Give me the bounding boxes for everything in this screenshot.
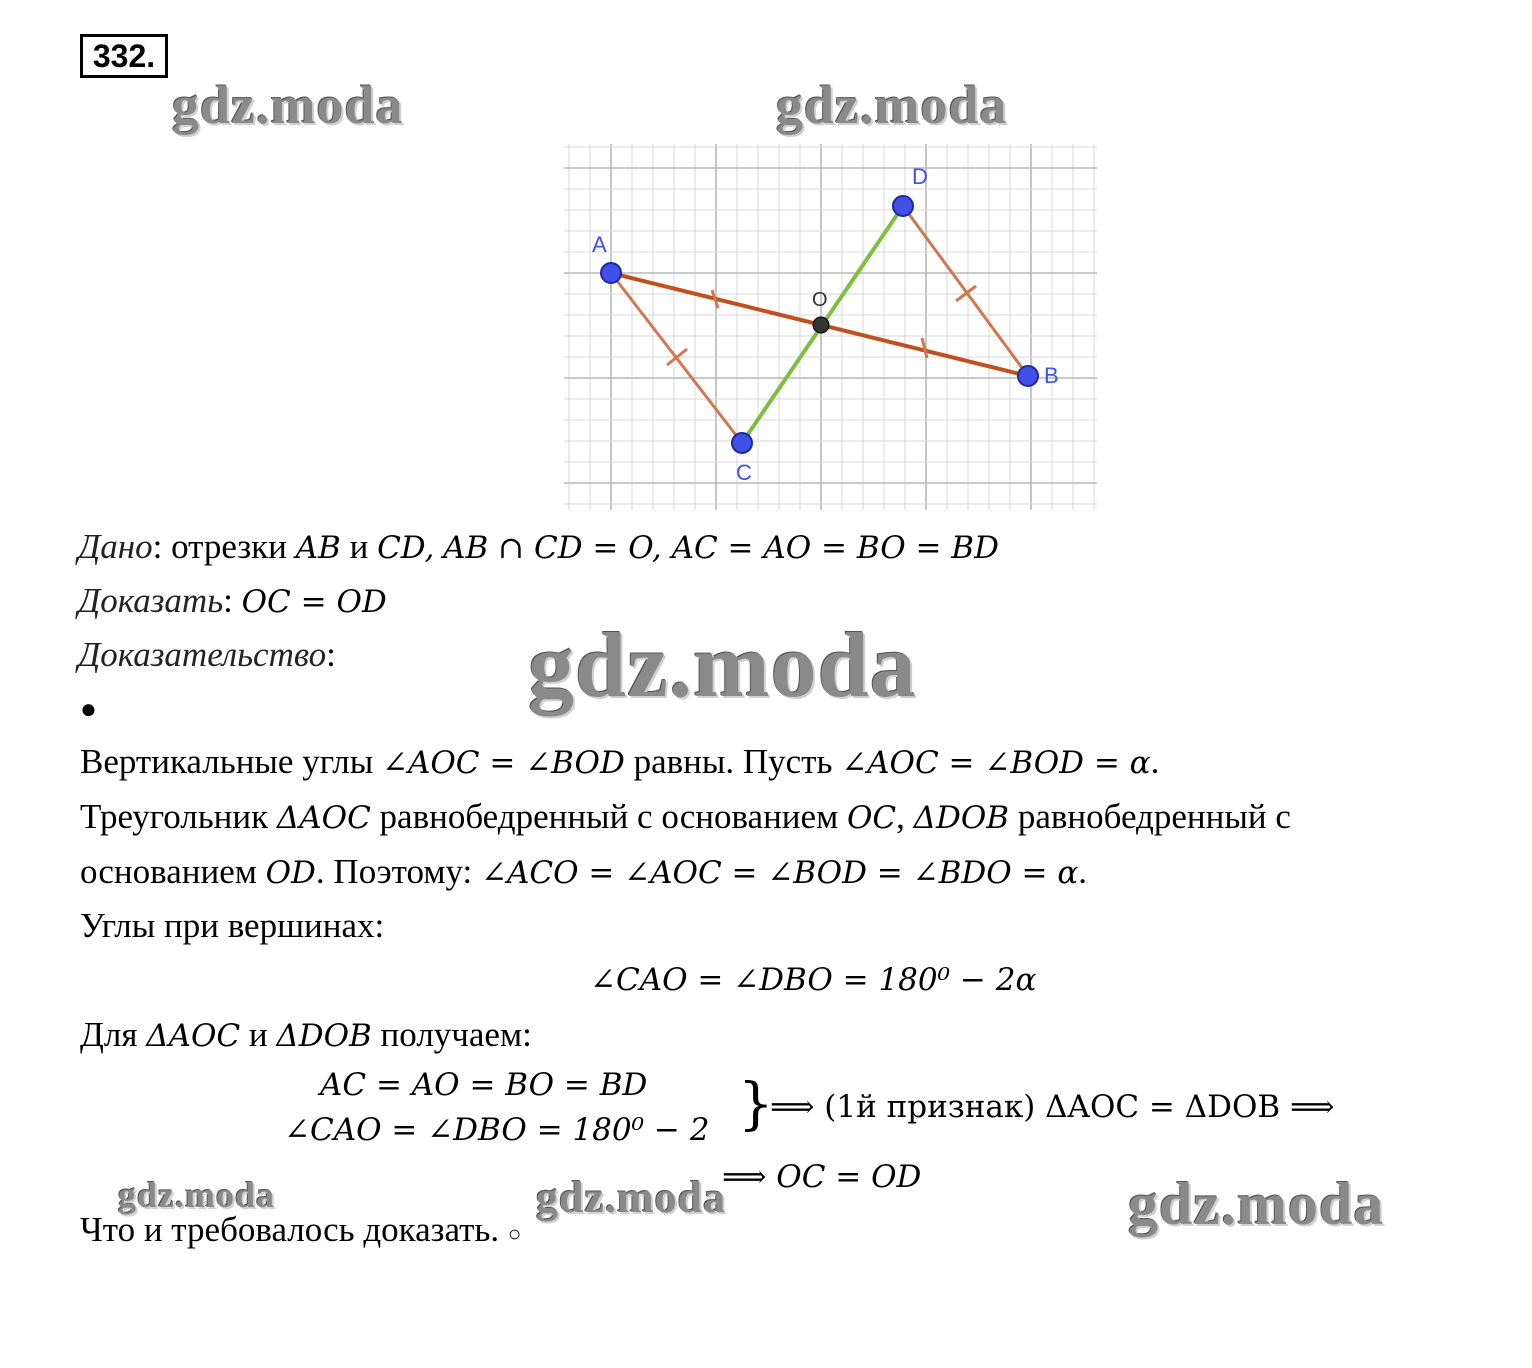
proof-label-line: Доказательство:	[78, 635, 336, 674]
text: Вертикальные углы	[80, 742, 374, 781]
point-c	[732, 433, 752, 453]
proof-line-3	[80, 852, 1087, 893]
math: ∠AOC = ∠BOD	[382, 745, 625, 781]
qed-text: Что и требовалось доказать.	[80, 1210, 500, 1249]
given-label: Дано	[78, 527, 153, 566]
problem-number: 332.	[80, 34, 168, 78]
text: равны. Пусть	[633, 742, 833, 781]
text: . Поэтому:	[315, 852, 473, 891]
given-cd: CD,	[377, 530, 435, 566]
prove-label: Доказать	[78, 581, 224, 620]
label-a: A	[592, 232, 607, 257]
point-d	[893, 196, 913, 216]
text: .	[1150, 742, 1160, 781]
watermark: gdz.moda	[172, 75, 404, 135]
text: равнобедренный с основанием	[379, 797, 839, 836]
system-line-2: ∠CAO = ∠DBO = 180⁰ − 2	[284, 1112, 710, 1148]
text: .	[1078, 852, 1088, 891]
watermark: gdz.moda	[1128, 1171, 1385, 1237]
math: ∠AOC = ∠BOD = α	[841, 745, 1151, 781]
bullet: ●	[80, 694, 97, 725]
math: OD	[265, 855, 316, 891]
math: ΔDOB	[276, 1018, 372, 1054]
label-o: O	[812, 289, 828, 311]
text: и	[248, 1015, 268, 1054]
watermark: gdz.moda	[528, 614, 917, 716]
math: OC	[846, 800, 897, 836]
formula-angles: ∠CAO = ∠DBO = 180⁰ − 2α	[590, 962, 1037, 998]
given-line: Дано: отрезки AB и CD, AB ∩ CD = O, AC = AO = BO = BD	[78, 527, 999, 566]
proof-label: Доказательство	[78, 635, 327, 674]
given-ab: AB	[295, 530, 341, 566]
conclusion: ⟹ OC = OD	[722, 1159, 922, 1195]
watermark: gdz.moda	[118, 1175, 276, 1215]
prove-line: Доказать: OC = OD	[78, 581, 387, 620]
system-brace: }	[738, 1072, 774, 1137]
text: равнобедренный с	[1017, 797, 1291, 836]
point-b	[1018, 366, 1038, 386]
proof-line-1	[80, 742, 1159, 783]
label-d: D	[912, 164, 928, 189]
geometry-figure	[560, 140, 1105, 515]
point-a	[601, 263, 621, 283]
math: ∠ACO = ∠AOC = ∠BOD = ∠BDO = α	[480, 855, 1079, 891]
math: ΔDOB	[913, 800, 1010, 836]
label-b: B	[1044, 363, 1059, 388]
proof-line-2	[80, 797, 1291, 838]
proof-line-5	[80, 1015, 532, 1056]
math: ΔAOC	[276, 800, 371, 836]
math: ΔAOC	[146, 1018, 241, 1054]
point-o	[813, 317, 829, 333]
prove-statement: OC = OD	[241, 584, 387, 620]
watermark: gdz.moda	[776, 75, 1008, 135]
text: Для	[80, 1015, 138, 1054]
watermark: gdz.moda	[536, 1173, 727, 1222]
given-condition: AB ∩ CD = O, AC = AO = BO = BD	[443, 530, 999, 566]
proof-line-4: Углы при вершинах:	[80, 906, 385, 945]
qed-mark: ○	[507, 1221, 522, 1246]
system-line-1: AC = AO = BO = BD	[320, 1067, 648, 1103]
system-result: ⟹ (1й признак) ΔAOC = ΔDOB ⟹	[770, 1089, 1335, 1125]
text: ,	[896, 797, 905, 836]
text: Треугольник	[80, 797, 269, 836]
given-and: и	[349, 527, 369, 566]
qed-line	[80, 1210, 521, 1254]
label-c: C	[736, 460, 752, 485]
text: получаем:	[380, 1015, 532, 1054]
given-word: отрезки	[171, 527, 287, 566]
text: основанием	[80, 852, 257, 891]
